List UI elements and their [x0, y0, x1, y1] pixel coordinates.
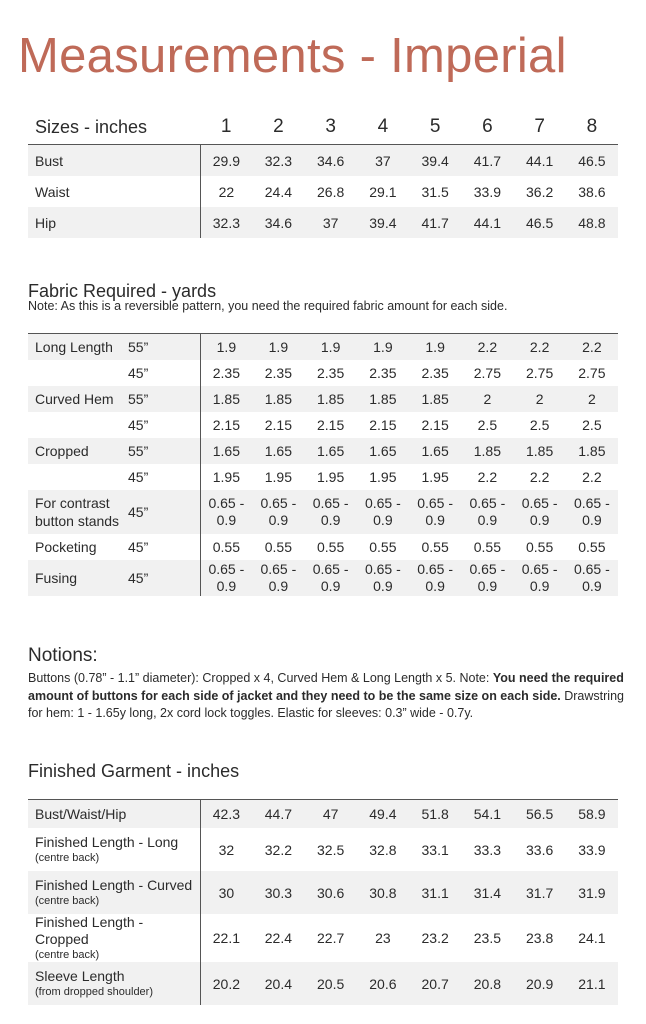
table-cell: 2.15	[421, 417, 449, 433]
notions-text: Buttons (0.78” - 1.1” diameter): Cropped x 4, Curved Hem & Long Length x 5. Note: You need the required amount of buttons for each side of jacket and they need to be the same size on each side. Drawstring for hem: 1 - 1.65y long, 2x cord lock toggles. Elastic for sleeves: 0.3” wide - 0.7y.	[28, 671, 624, 720]
fabric-width: 45”	[126, 560, 200, 596]
fabric-width: 45”	[126, 490, 200, 534]
table-cell: 44.1	[514, 145, 566, 177]
table-row	[28, 386, 618, 412]
table-cell: 1.85	[461, 438, 513, 464]
header-label: Sizes - inches	[35, 116, 148, 137]
table-cell: 0.55	[526, 539, 554, 555]
row-label-sub: (from dropped shoulder)	[35, 986, 154, 998]
table-row	[28, 560, 618, 596]
table-cell: 2.35	[369, 365, 397, 381]
row-label-sub: (centre back)	[35, 949, 100, 961]
table-cell: 24.4	[264, 183, 292, 200]
table-cell: 46.5	[514, 207, 566, 238]
table-cell: 0.55	[421, 539, 449, 555]
table-cell: 31.5	[421, 183, 449, 200]
table-cell: 34.6	[305, 145, 357, 177]
table-cell: 29.9	[200, 145, 252, 177]
table-cell: 2.5	[529, 417, 550, 433]
table-row	[28, 412, 618, 438]
table-cell: 2.2	[566, 334, 618, 361]
table-row	[28, 207, 618, 238]
table-cell: 2.75	[578, 365, 606, 381]
table-cell: 44.1	[461, 207, 513, 238]
fabric-width: 45”	[126, 464, 200, 490]
table-cell: 0.65 - 0.9	[305, 490, 357, 534]
row-label	[28, 871, 200, 914]
table-row	[28, 334, 618, 361]
table-cell: 34.6	[252, 207, 304, 238]
table-cell: 33.6	[526, 841, 554, 858]
table-cell: 1.65	[305, 438, 357, 464]
table-row	[28, 464, 618, 490]
table-cell: 0.55	[473, 539, 501, 555]
page-title: Measurements - Imperial	[18, 29, 567, 83]
table-cell: 20.8	[461, 962, 513, 1005]
row-label: Hip	[28, 207, 200, 238]
row-label	[28, 962, 200, 1005]
table-cell: 0.65 - 0.9	[357, 490, 409, 534]
table-cell: 30.3	[252, 871, 304, 914]
table-cell: 2.35	[317, 365, 345, 381]
table-cell: 1.9	[357, 334, 409, 361]
table-cell: 32.3	[200, 207, 252, 238]
table-row	[28, 534, 618, 560]
sizes-table	[28, 110, 618, 238]
table-cell: 1.85	[409, 386, 461, 412]
table-cell: 22.7	[317, 930, 345, 946]
table-cell: 1.9	[252, 334, 304, 361]
fabric-width: 45”	[126, 412, 200, 438]
row-label: Pocketing	[35, 539, 97, 555]
table-cell: 38.6	[578, 183, 606, 200]
row-label-main: Sleeve Length	[35, 968, 125, 984]
table-cell: 26.8	[317, 183, 345, 200]
table-cell: 20.2	[200, 962, 252, 1005]
size-header: 4	[377, 116, 389, 137]
fabric-width: 55”	[126, 334, 200, 361]
size-header: 8	[586, 116, 598, 137]
table-cell: 0.65 - 0.9	[514, 490, 566, 534]
table-cell: 0.65 - 0.9	[305, 560, 357, 596]
table-cell: 2.5	[582, 417, 602, 433]
table-cell: 21.1	[566, 962, 618, 1005]
table-cell: 0.65 - 0.9	[409, 560, 461, 596]
table-row	[28, 800, 618, 829]
table-cell: 33.9	[473, 183, 501, 200]
table-cell: 20.5	[305, 962, 357, 1005]
row-label-sub: (centre back)	[35, 852, 100, 864]
table-cell: 33.9	[578, 841, 606, 858]
table-header-row	[28, 110, 618, 145]
table-cell: 32.5	[317, 841, 345, 858]
table-cell: 39.4	[409, 145, 461, 177]
table-cell: 1.85	[357, 386, 409, 412]
fabric-table	[28, 333, 618, 596]
size-header: 3	[325, 116, 336, 137]
table-cell: 2.15	[212, 417, 240, 433]
table-cell: 41.7	[409, 207, 461, 238]
size-header: 6	[482, 116, 493, 137]
table-cell: 2.15	[369, 417, 397, 433]
table-cell: 30.8	[357, 871, 409, 914]
table-row	[28, 490, 618, 534]
table-cell: 0.55	[212, 539, 240, 555]
table-cell: 0.55	[578, 539, 606, 555]
table-cell: 0.65 - 0.9	[409, 490, 461, 534]
fabric-width: 55”	[126, 438, 200, 464]
row-label-main: Finished Length - Long	[35, 834, 179, 850]
row-label: Fusing	[28, 560, 126, 596]
row-label	[28, 412, 126, 438]
size-header: 7	[534, 116, 545, 137]
table-row	[28, 828, 618, 871]
fabric-width: 55”	[126, 386, 200, 412]
table-cell: 1.85	[566, 438, 618, 464]
table-cell: 31.7	[514, 871, 566, 914]
finished-section-title: Finished Garment - inches	[28, 761, 240, 781]
table-cell: 41.7	[461, 145, 513, 177]
table-cell: 33.3	[473, 841, 501, 858]
table-cell: 1.9	[200, 334, 252, 361]
table-cell: 0.65 - 0.9	[357, 560, 409, 596]
row-label: For contrast button stands	[28, 490, 126, 534]
table-cell: 2.75	[526, 365, 554, 381]
table-row	[28, 438, 618, 464]
table-cell: 39.4	[357, 207, 409, 238]
table-cell: 1.85	[252, 386, 304, 412]
table-cell: 1.65	[252, 438, 304, 464]
size-header: 2	[273, 116, 284, 137]
row-label	[28, 828, 200, 871]
row-label-main: Bust/Waist/Hip	[35, 805, 127, 822]
size-header: 5	[429, 116, 441, 137]
table-cell: 0.55	[317, 539, 345, 555]
table-cell: 1.95	[317, 469, 345, 485]
table-cell: 0.65 - 0.9	[461, 560, 513, 596]
table-cell: 1.9	[305, 334, 357, 361]
table-cell: 0.65 - 0.9	[200, 560, 252, 596]
table-cell: 1.85	[200, 386, 252, 412]
row-label	[28, 360, 126, 386]
table-cell: 0.55	[369, 539, 397, 555]
table-cell: 31.1	[409, 871, 461, 914]
table-cell: 2.15	[264, 417, 292, 433]
table-cell: 49.4	[357, 800, 409, 829]
table-cell: 22	[218, 183, 235, 200]
table-cell: 1.95	[421, 469, 449, 485]
table-cell: 2.75	[473, 365, 501, 381]
table-cell: 0.65 - 0.9	[461, 490, 513, 534]
table-row	[28, 145, 618, 177]
fabric-section-title: Fabric Required - yards	[28, 281, 217, 301]
table-cell: 32	[218, 841, 235, 858]
table-cell: 30.6	[305, 871, 357, 914]
table-cell: 24.1	[578, 930, 606, 946]
row-label: Cropped	[28, 438, 126, 464]
table-cell: 1.9	[409, 334, 461, 361]
table-cell: 20.7	[409, 962, 461, 1005]
table-row	[28, 962, 618, 1005]
table-row	[28, 914, 618, 962]
table-cell: 22.1	[212, 930, 240, 946]
fabric-width: 45”	[126, 534, 200, 560]
table-cell: 1.65	[200, 438, 252, 464]
table-cell: 0.55	[264, 539, 292, 555]
finished-table	[28, 799, 618, 1005]
row-label-main: Finished Length - Cropped	[35, 914, 144, 947]
table-cell: 0.65 - 0.9	[566, 560, 618, 596]
row-label: Long Length	[28, 334, 126, 361]
fabric-note: Note: As this is a reversible pattern, you need the required fabric amount for each side.	[28, 299, 508, 313]
table-cell: 1.95	[369, 469, 397, 485]
table-cell: 44.7	[252, 800, 304, 829]
table-cell: 1.95	[264, 469, 292, 485]
table-cell: 23.8	[526, 930, 554, 946]
table-cell: 31.9	[566, 871, 618, 914]
table-cell: 47	[305, 800, 357, 829]
table-cell: 2.2	[529, 469, 550, 485]
size-header: 1	[220, 116, 232, 137]
row-label	[28, 914, 200, 962]
notions-title: Notions:	[28, 645, 98, 666]
table-cell: 36.2	[526, 183, 554, 200]
table-cell: 2	[514, 386, 566, 412]
table-cell: 23	[375, 930, 391, 946]
row-label	[28, 800, 200, 829]
table-cell: 0.65 - 0.9	[200, 490, 252, 534]
table-cell: 0.65 - 0.9	[566, 490, 618, 534]
table-cell: 22.4	[264, 930, 292, 946]
table-cell: 42.3	[200, 800, 252, 829]
table-cell: 58.9	[566, 800, 618, 829]
table-cell: 31.4	[461, 871, 513, 914]
row-label: Curved Hem	[28, 386, 126, 412]
table-cell: 56.5	[514, 800, 566, 829]
table-cell: 32.3	[252, 145, 304, 177]
table-cell: 33.1	[421, 841, 449, 858]
table-cell: 32.8	[369, 841, 397, 858]
table-cell: 1.65	[357, 438, 409, 464]
row-label-sub: (centre back)	[35, 895, 100, 907]
table-cell: 51.8	[409, 800, 461, 829]
table-cell: 23.5	[473, 930, 501, 946]
table-cell: 2.2	[461, 334, 513, 361]
table-cell: 20.4	[252, 962, 304, 1005]
table-cell: 2.5	[477, 417, 498, 433]
table-cell: 32.2	[264, 841, 292, 858]
table-cell: 0.65 - 0.9	[514, 560, 566, 596]
table-cell: 2	[461, 386, 513, 412]
table-cell: 2.2	[582, 469, 602, 485]
table-cell: 2.15	[317, 417, 345, 433]
table-cell: 46.5	[566, 145, 618, 177]
table-row	[28, 871, 618, 914]
table-cell: 29.1	[369, 183, 397, 200]
row-label	[28, 464, 126, 490]
table-cell: 1.65	[409, 438, 461, 464]
table-cell: 37	[305, 207, 357, 238]
table-cell: 2.35	[264, 365, 292, 381]
table-cell: 0.65 - 0.9	[252, 560, 304, 596]
table-cell: 48.8	[566, 207, 618, 238]
table-cell: 2.35	[421, 365, 449, 381]
table-cell: 20.9	[514, 962, 566, 1005]
table-cell: 2.2	[514, 334, 566, 361]
table-cell: 54.1	[461, 800, 513, 829]
fabric-width: 45”	[126, 360, 200, 386]
table-cell: 1.85	[514, 438, 566, 464]
table-cell: 2.35	[212, 365, 240, 381]
table-cell: 23.2	[421, 930, 449, 946]
table-cell: 2	[566, 386, 618, 412]
row-label-main: Finished Length - Curved	[35, 877, 193, 893]
table-cell: 30	[200, 871, 252, 914]
table-cell: 1.95	[212, 469, 240, 485]
table-cell: 20.6	[357, 962, 409, 1005]
table-cell: 2.2	[477, 469, 498, 485]
table-row	[28, 176, 618, 207]
row-label: Bust	[28, 145, 200, 177]
table-row	[28, 360, 618, 386]
table-cell: 0.65 - 0.9	[252, 490, 304, 534]
table-cell: 37	[357, 145, 409, 177]
table-cell: 1.85	[305, 386, 357, 412]
row-label: Waist	[28, 176, 200, 207]
